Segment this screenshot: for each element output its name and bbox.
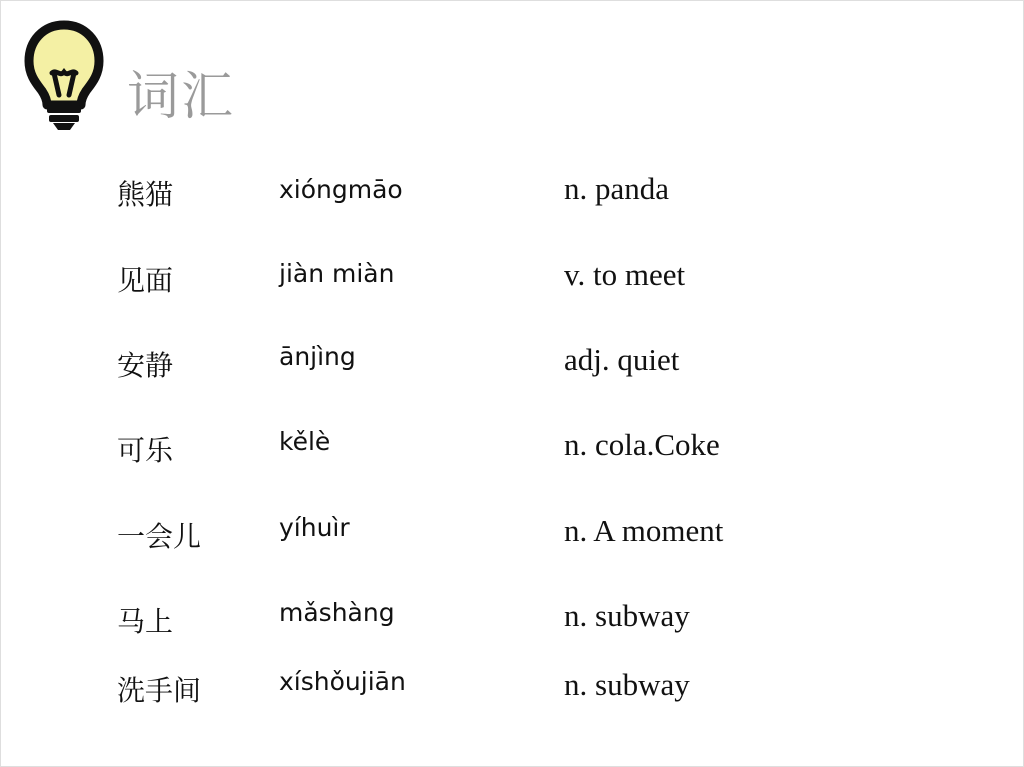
vocab-row xyxy=(1,515,1024,555)
vocab-pinyin: mǎshàng xyxy=(279,598,395,627)
vocab-gloss: v. to meet xyxy=(564,257,686,292)
vocab-pinyin: yíhuìr xyxy=(279,513,350,542)
vocab-hanzi: 洗手间 xyxy=(117,674,202,707)
vocab-hanzi: 一会儿 xyxy=(117,520,202,553)
vocab-row xyxy=(1,173,1024,213)
vocab-pinyin: ānjìng xyxy=(279,342,356,371)
vocab-row xyxy=(1,344,1024,384)
page-title: 词汇 xyxy=(127,67,236,127)
vocab-hanzi: 熊猫 xyxy=(117,178,174,211)
vocab-hanzi: 见面 xyxy=(117,264,174,297)
vocab-pinyin: jiàn miàn xyxy=(279,259,395,288)
vocab-row xyxy=(1,429,1024,469)
vocab-gloss: n. subway xyxy=(564,598,690,633)
vocab-hanzi: 安静 xyxy=(117,349,174,382)
lightbulb-icon xyxy=(23,19,105,133)
vocab-gloss: n. cola.Coke xyxy=(564,427,720,462)
vocab-gloss: n. subway xyxy=(564,667,690,702)
vocab-row xyxy=(1,669,1024,709)
vocab-pinyin: xíshǒujiān xyxy=(279,667,406,696)
vocab-row xyxy=(1,600,1024,640)
vocab-gloss: adj. quiet xyxy=(564,342,680,377)
vocab-pinyin: xióngmāo xyxy=(279,175,403,204)
vocab-gloss: n. A moment xyxy=(564,513,724,548)
vocab-hanzi: 可乐 xyxy=(117,434,174,467)
vocab-pinyin: kělè xyxy=(279,427,331,456)
vocab-hanzi: 马上 xyxy=(117,605,174,638)
vocab-gloss: n. panda xyxy=(564,171,670,206)
vocab-row xyxy=(1,259,1024,299)
